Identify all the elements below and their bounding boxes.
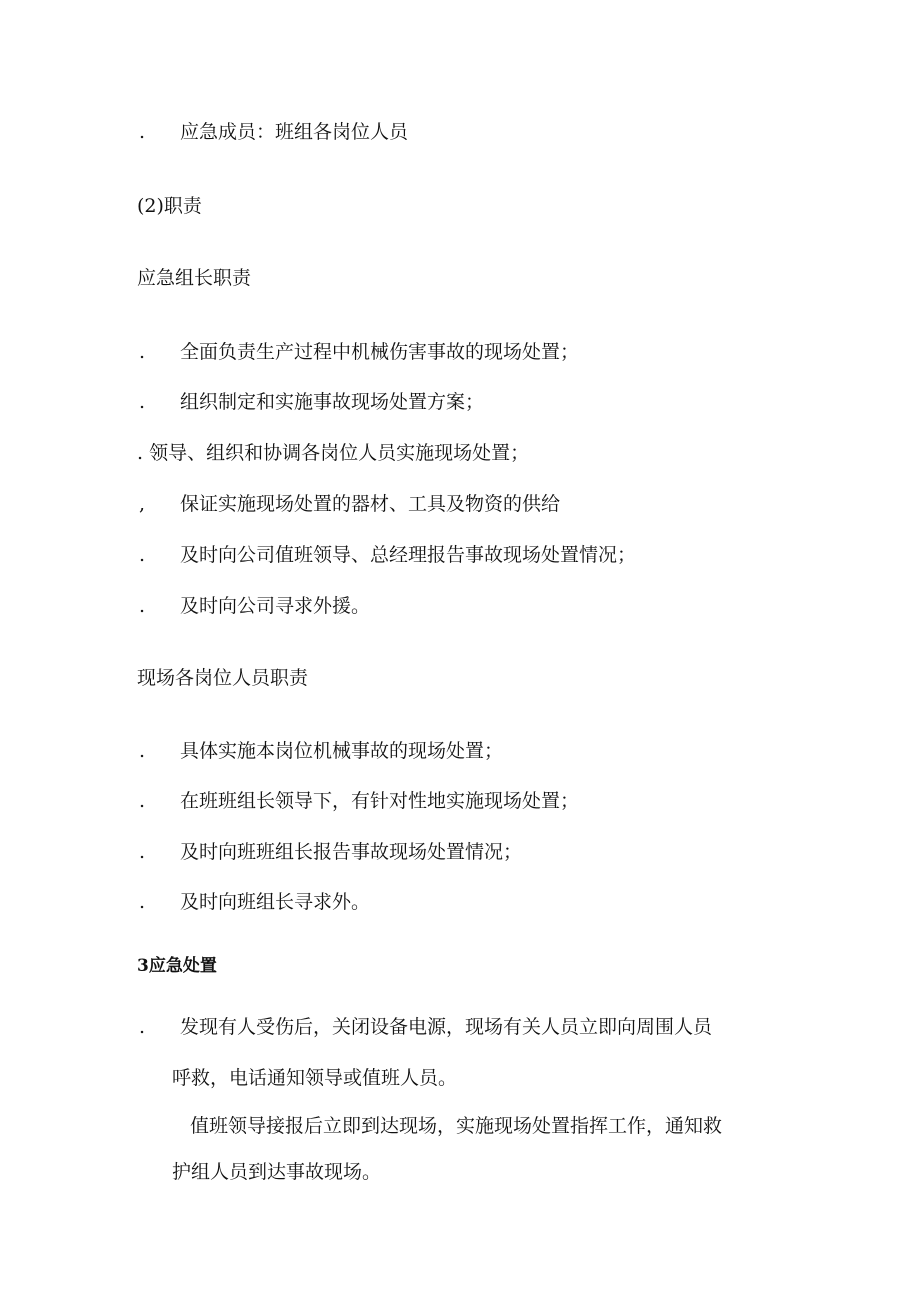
bullet-mark: .: [139, 391, 146, 413]
leader-item: 全面负责生产过程中机械伤害事故的现场处置；: [180, 341, 580, 363]
bullet-mark: .: [139, 544, 146, 566]
staff-item: 具体实施本岗位机械事故的现场处置；: [180, 740, 504, 762]
staff-item: 及时向班组长寻求外。: [180, 891, 371, 913]
leader-item: 保证实施现场处置的器材、工具及物资的供给: [180, 493, 561, 515]
emergency-paragraph-line: 值班领导接报后立即到达现场，实施现场处置指挥工作，通知救: [190, 1115, 723, 1137]
leader-item: . 领导、组织和协调各岗位人员实施现场处置；: [137, 442, 530, 464]
bullet-mark: .: [139, 891, 146, 913]
bullet-mark: .: [139, 121, 146, 143]
members-line: 应急成员：班组各岗位人员: [180, 121, 409, 143]
section-duties-heading: (2)职责: [137, 195, 202, 217]
section-emergency-heading: 3应急处置: [137, 956, 217, 976]
emergency-paragraph-line: 发现有人受伤后，关闭设备电源，现场有关人员立即向周围人员: [180, 1016, 713, 1038]
bullet-mark: .: [139, 790, 146, 812]
staff-duties-heading: 现场各岗位人员职责: [137, 667, 309, 689]
emergency-paragraph-line: 护组人员到达事故现场。: [172, 1161, 382, 1183]
bullet-mark: .: [139, 841, 146, 863]
bullet-mark: .: [139, 595, 146, 617]
bullet-mark: .: [139, 341, 146, 363]
staff-item: 及时向班班组长报告事故现场处置情况；: [180, 841, 523, 863]
leader-duties-heading: 应急组长职责: [137, 267, 252, 289]
emergency-paragraph-line: 呼救，电话通知领导或值班人员。: [172, 1067, 458, 1089]
leader-item: 及时向公司寻求外援。: [180, 595, 371, 617]
staff-item: 在班班组长领导下，有针对性地实施现场处置；: [180, 790, 580, 812]
bullet-mark: ,: [139, 493, 146, 515]
leader-item: 及时向公司值班领导、总经理报告事故现场处置情况；: [180, 544, 637, 566]
bullet-mark: .: [139, 1016, 146, 1038]
bullet-mark: .: [139, 740, 146, 762]
leader-item: 组织制定和实施事故现场处置方案；: [180, 391, 485, 413]
